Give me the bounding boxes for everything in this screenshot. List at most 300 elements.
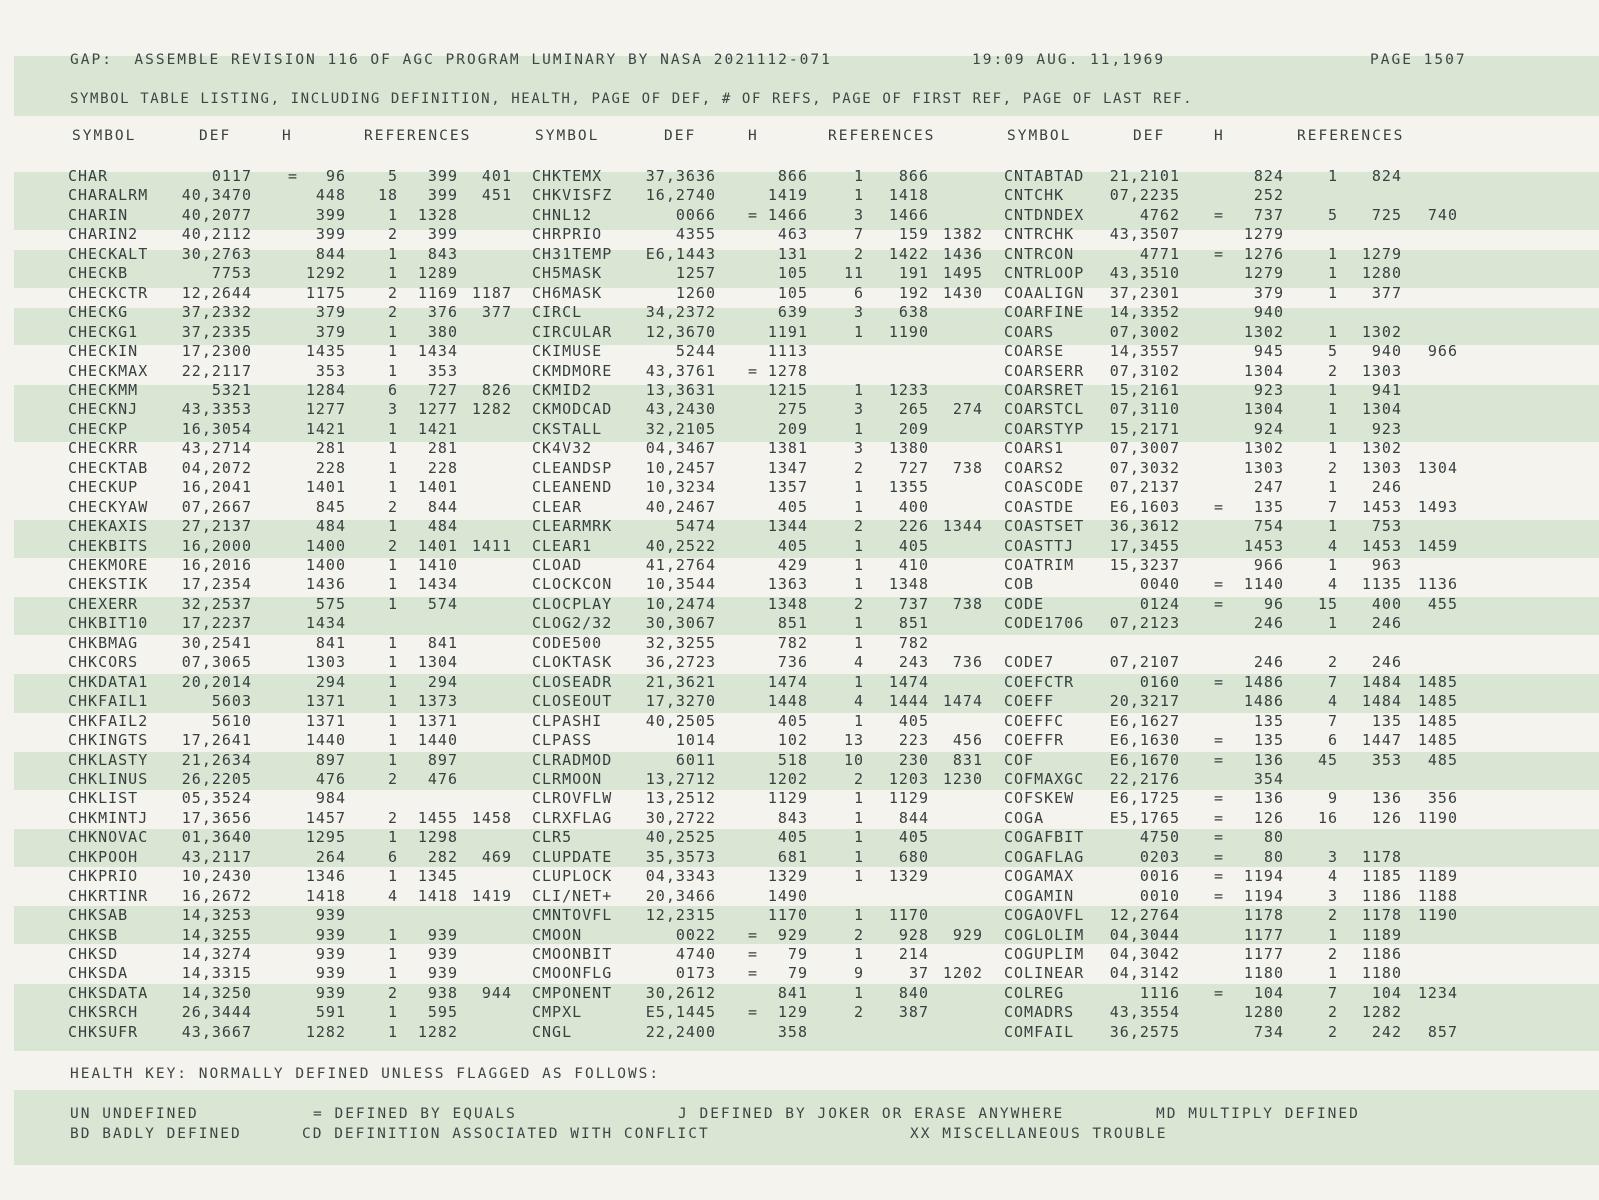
cell-symbol: CHKSB	[68, 925, 119, 944]
cell-ref-count: 4	[853, 692, 864, 711]
cell-first-ref: 405	[898, 711, 929, 730]
cell-symbol: CNGL	[532, 1022, 573, 1041]
cell-symbol: CLI/NET+	[532, 886, 613, 905]
cell-symbol: COF	[1004, 750, 1035, 769]
cell-symbol: CLOG2/32	[532, 614, 613, 633]
cell-symbol: CHAR	[68, 167, 109, 185]
cell-ref-count: 1	[1327, 380, 1338, 399]
cell-first-ref: 126	[1371, 808, 1402, 827]
cell-def-page: 1457	[305, 808, 346, 827]
cell-def: 15,2171	[1109, 419, 1180, 438]
column-header-symbol: SYMBOL	[72, 128, 137, 144]
cell-ref-count: 2	[853, 925, 864, 944]
cell-first-ref: 1422	[888, 244, 929, 263]
cell-def-page: 1177	[1243, 925, 1284, 944]
cell-def-page: 405	[777, 497, 808, 516]
cell-ref-count: 9	[1327, 789, 1338, 808]
cell-first-ref: 1303	[1361, 458, 1402, 477]
cell-def-page: 105	[777, 283, 808, 302]
cell-first-ref: 1189	[1361, 925, 1402, 944]
cell-def: 16,2672	[181, 886, 252, 905]
cell-def: 20,2014	[181, 672, 252, 691]
cell-last-ref: 485	[1427, 750, 1458, 769]
cell-def: 40,2467	[645, 497, 716, 516]
cell-ref-count: 1	[387, 594, 398, 613]
cell-def: 12,2644	[181, 283, 252, 302]
cell-ref-count: 1	[853, 322, 864, 341]
cell-def: 4355	[675, 225, 716, 244]
cell-def: 17,2641	[181, 731, 252, 750]
cell-def: 4771	[1139, 244, 1180, 263]
cell-def: 1116	[1139, 983, 1180, 1002]
cell-def-page: 1177	[1243, 945, 1284, 963]
cell-def: 17,2237	[181, 614, 252, 633]
cell-first-ref: 476	[427, 769, 458, 788]
cell-symbol: CHECKNJ	[68, 400, 139, 419]
cell-ref-count: 2	[387, 497, 398, 516]
cell-ref-count: 1	[387, 342, 398, 361]
cell-ref-count: 1	[1327, 439, 1338, 458]
cell-def-page: 1180	[1243, 964, 1284, 983]
cell-symbol: CNTABTAD	[1004, 167, 1085, 185]
cell-first-ref: 281	[427, 439, 458, 458]
cell-def: 07,3110	[1109, 400, 1180, 419]
health-key-equals: = DEFINED BY EQUALS	[313, 1106, 517, 1122]
cell-def-page: 1486	[1243, 672, 1284, 691]
cell-def: 40,2522	[645, 536, 716, 555]
cell-def-page: 1129	[767, 789, 808, 808]
cell-first-ref: 243	[898, 653, 929, 672]
cell-symbol: CHEKAXIS	[68, 517, 149, 536]
cell-def: 13,2512	[645, 789, 716, 808]
cell-def: 1014	[675, 731, 716, 750]
cell-symbol: CLROVFLW	[532, 789, 613, 808]
cell-def-page: 939	[315, 945, 346, 963]
cell-ref-count: 1	[387, 264, 398, 283]
cell-ref-count: 7	[1327, 983, 1338, 1002]
cell-ref-count: 1	[1327, 478, 1338, 497]
cell-def: E6,1725	[1109, 789, 1180, 808]
cell-symbol: CLEAR1	[532, 536, 593, 555]
cell-first-ref: 753	[1371, 517, 1402, 536]
cell-def-page: 923	[1253, 380, 1284, 399]
cell-def-page: 1371	[305, 711, 346, 730]
cell-symbol: CMPONENT	[532, 983, 613, 1002]
cell-health: =	[748, 1003, 759, 1022]
cell-def: 07,3065	[181, 653, 252, 672]
cell-def-page: 405	[777, 711, 808, 730]
cell-first-ref: 843	[427, 244, 458, 263]
cell-def: 10,3544	[645, 575, 716, 594]
cell-ref-count: 3	[1327, 847, 1338, 866]
cell-first-ref: 377	[1371, 283, 1402, 302]
cell-def-page: 131	[777, 244, 808, 263]
cell-first-ref: 923	[1371, 419, 1402, 438]
cell-first-ref: 725	[1371, 205, 1402, 224]
cell-last-ref: 1136	[1417, 575, 1458, 594]
cell-def: 13,2712	[645, 769, 716, 788]
cell-symbol: CLUPLOCK	[532, 867, 613, 886]
cell-def-page: 1178	[1243, 906, 1284, 925]
column-header-refs: REFERENCES	[1297, 128, 1405, 144]
cell-def: 43,2117	[181, 847, 252, 866]
cell-ref-count: 10	[843, 750, 864, 769]
cell-def-page: 639	[777, 303, 808, 322]
column-header-h: H	[282, 128, 293, 144]
cell-def-page: 1175	[305, 283, 346, 302]
cell-ref-count: 1	[853, 575, 864, 594]
cell-ref-count: 2	[1327, 1003, 1338, 1022]
cell-first-ref: 1421	[417, 419, 458, 438]
cell-ref-count: 7	[853, 225, 864, 244]
cell-def: E6,1443	[645, 244, 716, 263]
cell-def: 01,3640	[181, 828, 252, 847]
cell-def: E5,1765	[1109, 808, 1180, 827]
cell-last-ref: 377	[481, 303, 512, 322]
cell-last-ref: 929	[952, 925, 983, 944]
cell-symbol: CLEANEND	[532, 478, 613, 497]
cell-def-page: 1419	[767, 186, 808, 205]
cell-symbol: COEFCTR	[1004, 672, 1075, 691]
cell-def-page: 1363	[767, 575, 808, 594]
cell-ref-count: 1	[1327, 925, 1338, 944]
cell-ref-count: 7	[1327, 672, 1338, 691]
cell-symbol: CHEKMORE	[68, 556, 149, 574]
cell-first-ref: 840	[898, 983, 929, 1002]
cell-ref-count: 1	[853, 711, 864, 730]
cell-first-ref: 1345	[417, 867, 458, 886]
cell-last-ref: 401	[481, 167, 512, 185]
cell-def-page: 80	[1263, 828, 1284, 847]
cell-def-page: 1381	[767, 439, 808, 458]
cell-def-page: 897	[315, 750, 346, 769]
cell-ref-count: 1	[387, 633, 398, 652]
cell-def: 0016	[1139, 867, 1180, 886]
column-header-def: DEF	[1133, 128, 1166, 144]
cell-last-ref: 1430	[942, 283, 983, 302]
cell-first-ref: 844	[427, 497, 458, 516]
cell-symbol: CHKLINUS	[68, 769, 149, 788]
column-header-refs: REFERENCES	[364, 128, 472, 144]
cell-symbol: COGAFBIT	[1004, 828, 1085, 847]
header-time: 19:09 AUG. 11,1969	[972, 52, 1166, 68]
cell-def: 17,3270	[645, 692, 716, 711]
cell-symbol: COEFF	[1004, 692, 1055, 711]
cell-symbol: CKMODCAD	[532, 400, 613, 419]
cell-def: 16,2000	[181, 536, 252, 555]
cell-symbol: COARSRET	[1004, 380, 1085, 399]
cell-def: 6011	[675, 750, 716, 769]
cell-def: 14,3255	[181, 925, 252, 944]
cell-first-ref: 242	[1371, 1022, 1402, 1041]
cell-ref-count: 2	[853, 769, 864, 788]
cell-def-page: 1329	[767, 867, 808, 886]
cell-def-page: 851	[777, 614, 808, 633]
cell-symbol: COATRIM	[1004, 556, 1075, 574]
cell-first-ref: 209	[898, 419, 929, 438]
cell-symbol: CHEXERR	[68, 594, 139, 613]
cell-ref-count: 1	[387, 867, 398, 886]
cell-def-page: 939	[315, 925, 346, 944]
cell-def: 1257	[675, 264, 716, 283]
cell-first-ref: 1203	[888, 769, 929, 788]
cell-ref-count: 2	[853, 244, 864, 263]
cell-first-ref: 380	[427, 322, 458, 341]
cell-def-page: 105	[777, 264, 808, 283]
cell-symbol: CLOCPLAY	[532, 594, 613, 613]
cell-def: 27,2137	[181, 517, 252, 536]
cell-first-ref: 399	[427, 167, 458, 185]
cell-first-ref: 228	[427, 458, 458, 477]
cell-def-page: 1453	[1243, 536, 1284, 555]
cell-ref-count: 2	[387, 283, 398, 302]
cell-first-ref: 928	[898, 925, 929, 944]
cell-def-page: 1191	[767, 322, 808, 341]
cell-ref-count: 2	[1327, 653, 1338, 672]
cell-first-ref: 1401	[417, 536, 458, 555]
cell-ref-count: 1	[1327, 244, 1338, 263]
cell-symbol: CLOCKCON	[532, 575, 613, 594]
cell-def: 0124	[1139, 594, 1180, 613]
cell-symbol: CHKSAB	[68, 906, 129, 925]
health-key-title: HEALTH KEY: NORMALLY DEFINED UNLESS FLAGGED AS FOLLOWS:	[70, 1066, 661, 1082]
cell-symbol: CMOONBIT	[532, 945, 613, 963]
cell-def-page: 379	[1253, 283, 1284, 302]
cell-health: =	[288, 167, 299, 185]
cell-def: 7753	[211, 264, 252, 283]
cell-symbol: CHKLIST	[68, 789, 139, 808]
cell-ref-count: 1	[853, 983, 864, 1002]
cell-ref-count: 1	[387, 731, 398, 750]
cell-def-page: 354	[1253, 769, 1284, 788]
cell-symbol: CLRADMOD	[532, 750, 613, 769]
health-key-bd: BD BADLY DEFINED	[70, 1126, 242, 1142]
cell-def-page: 518	[777, 750, 808, 769]
cell-def: 20,3466	[645, 886, 716, 905]
cell-def: 36,2723	[645, 653, 716, 672]
cell-def: 05,3524	[181, 789, 252, 808]
cell-first-ref: 353	[1371, 750, 1402, 769]
cell-symbol: COLINEAR	[1004, 964, 1085, 983]
column-header-refs: REFERENCES	[828, 128, 936, 144]
cell-def: E5,1445	[645, 1003, 716, 1022]
cell-symbol: CMOONFLG	[532, 964, 613, 983]
cell-symbol: CLEAR	[532, 497, 583, 516]
cell-first-ref: 1371	[417, 711, 458, 730]
cell-first-ref: 1447	[1361, 731, 1402, 750]
cell-def-page: 405	[777, 828, 808, 847]
cell-symbol: CNTRCON	[1004, 244, 1075, 263]
cell-ref-count: 1	[387, 478, 398, 497]
cell-ref-count: 15	[1317, 594, 1338, 613]
cell-symbol: CHECKCTR	[68, 283, 149, 302]
cell-first-ref: 574	[427, 594, 458, 613]
cell-symbol: CHKSUFR	[68, 1022, 139, 1041]
cell-def: 07,3032	[1109, 458, 1180, 477]
cell-symbol: CHECKB	[68, 264, 129, 283]
cell-def-page: 399	[315, 225, 346, 244]
cell-def-page: 405	[777, 536, 808, 555]
cell-last-ref: 1187	[471, 283, 512, 302]
cell-def-page: 1344	[767, 517, 808, 536]
cell-first-ref: 136	[1371, 789, 1402, 808]
cell-symbol: CHECKIN	[68, 342, 139, 361]
cell-def: 07,3007	[1109, 439, 1180, 458]
cell-health: =	[748, 205, 759, 224]
cell-ref-count: 1	[387, 925, 398, 944]
cell-ref-count: 6	[1327, 731, 1338, 750]
cell-symbol: CLPASHI	[532, 711, 603, 730]
cell-def: E6,1630	[1109, 731, 1180, 750]
cell-def-page: 1280	[1243, 1003, 1284, 1022]
cell-def: 16,2740	[645, 186, 716, 205]
cell-ref-count: 3	[1327, 886, 1338, 905]
cell-def-page: 939	[315, 983, 346, 1002]
cell-ref-count: 5	[387, 167, 398, 185]
cell-def: 5603	[211, 692, 252, 711]
cell-def: 43,3761	[645, 361, 716, 380]
cell-ref-count: 1	[387, 244, 398, 263]
cell-first-ref: 399	[427, 186, 458, 205]
cell-def-page: 484	[315, 517, 346, 536]
cell-def-page: 102	[777, 731, 808, 750]
cell-first-ref: 1180	[1361, 964, 1402, 983]
cell-symbol: COGAMAX	[1004, 867, 1075, 886]
cell-def: 36,2575	[1109, 1022, 1180, 1041]
cell-ref-count: 1	[1327, 264, 1338, 283]
cell-def-page: 136	[1253, 789, 1284, 808]
cell-first-ref: 353	[427, 361, 458, 380]
cell-def: 04,2072	[181, 458, 252, 477]
cell-last-ref: 1419	[471, 886, 512, 905]
cell-last-ref: 1230	[942, 769, 983, 788]
cell-first-ref: 246	[1371, 614, 1402, 633]
column-header-h: H	[1214, 128, 1225, 144]
cell-def-page: 1474	[767, 672, 808, 691]
cell-health: =	[748, 925, 759, 944]
cell-def-page: 1371	[305, 692, 346, 711]
cell-health: =	[1214, 205, 1225, 224]
cell-ref-count: 1	[387, 575, 398, 594]
cell-def-page: 429	[777, 556, 808, 574]
cell-def-page: 399	[315, 205, 346, 224]
cell-last-ref: 1485	[1417, 672, 1458, 691]
cell-symbol: CHKSRCH	[68, 1003, 139, 1022]
cell-health: =	[1214, 244, 1225, 263]
cell-def: 40,2077	[181, 205, 252, 224]
cell-symbol: CHECKALT	[68, 244, 149, 263]
cell-def-page: 1303	[1243, 458, 1284, 477]
cell-first-ref: 1380	[888, 439, 929, 458]
cell-def: 5610	[211, 711, 252, 730]
cell-def: 20,3217	[1109, 692, 1180, 711]
cell-first-ref: 1444	[888, 692, 929, 711]
cell-def-page: 136	[1253, 750, 1284, 769]
cell-symbol: CHECKUP	[68, 478, 139, 497]
cell-ref-count: 1	[387, 1022, 398, 1041]
cell-first-ref: 1455	[417, 808, 458, 827]
cell-def: 26,3444	[181, 1003, 252, 1022]
cell-first-ref: 1484	[1361, 692, 1402, 711]
cell-first-ref: 400	[1371, 594, 1402, 613]
cell-symbol: CLRXFLAG	[532, 808, 613, 827]
cell-def-page: 209	[777, 419, 808, 438]
cell-def: 04,3042	[1109, 945, 1180, 963]
cell-def-page: 1490	[767, 886, 808, 905]
cell-def-page: 939	[315, 964, 346, 983]
cell-def-page: 264	[315, 847, 346, 866]
cell-ref-count: 5	[1327, 342, 1338, 361]
cell-def-page: 1282	[305, 1022, 346, 1041]
cell-def: 0010	[1139, 886, 1180, 905]
cell-ref-count: 1	[387, 361, 398, 380]
cell-symbol: CLRMOON	[532, 769, 603, 788]
cell-def-page: 448	[315, 186, 346, 205]
cell-def-page: 476	[315, 769, 346, 788]
cell-ref-count: 1	[387, 1003, 398, 1022]
cell-def: 10,2474	[645, 594, 716, 613]
cell-last-ref: 1411	[471, 536, 512, 555]
cell-symbol: CHKNOVAC	[68, 828, 149, 847]
cell-def-page: 1113	[767, 342, 808, 361]
cell-def-page: 1279	[1243, 225, 1284, 244]
cell-def-page: 1304	[1243, 400, 1284, 419]
cell-ref-count: 1	[387, 205, 398, 224]
cell-symbol: COARS	[1004, 322, 1055, 341]
cell-last-ref: 1190	[1417, 808, 1458, 827]
cell-def: 21,2634	[181, 750, 252, 769]
cell-def-page: 844	[315, 244, 346, 263]
cell-last-ref: 1304	[1417, 458, 1458, 477]
cell-last-ref: 826	[481, 380, 512, 399]
cell-first-ref: 1289	[417, 264, 458, 283]
cell-def-page: 246	[1253, 653, 1284, 672]
cell-ref-count: 1	[853, 536, 864, 555]
cell-ref-count: 3	[853, 439, 864, 458]
cell-symbol: CIRCULAR	[532, 322, 613, 341]
cell-symbol: CHECKG1	[68, 322, 139, 341]
cell-last-ref: 831	[952, 750, 983, 769]
cell-symbol: CKIMUSE	[532, 342, 603, 361]
cell-ref-count: 11	[843, 264, 864, 283]
cell-symbol: COGLOLIM	[1004, 925, 1085, 944]
cell-def-page: 252	[1253, 186, 1284, 205]
cell-last-ref: 356	[1427, 789, 1458, 808]
cell-ref-count: 1	[853, 906, 864, 925]
cell-first-ref: 1355	[888, 478, 929, 497]
cell-symbol: CHRPRIO	[532, 225, 603, 244]
cell-first-ref: 1434	[417, 575, 458, 594]
cell-symbol: COGAOVFL	[1004, 906, 1085, 925]
cell-ref-count: 1	[387, 711, 398, 730]
cell-symbol: CHECKMM	[68, 380, 139, 399]
cell-symbol: CHKFAIL1	[68, 692, 149, 711]
cell-symbol: CHEKSTIK	[68, 575, 149, 594]
cell-def: 0040	[1139, 575, 1180, 594]
cell-first-ref: 963	[1371, 556, 1402, 574]
cell-first-ref: 841	[427, 633, 458, 652]
cell-def: 30,3067	[645, 614, 716, 633]
cell-first-ref: 246	[1371, 653, 1402, 672]
cell-first-ref: 1170	[888, 906, 929, 925]
cell-def-page: 104	[1253, 983, 1284, 1002]
header-page: PAGE 1507	[1370, 52, 1467, 68]
cell-def-page: 275	[777, 400, 808, 419]
cell-ref-count: 1	[387, 653, 398, 672]
cell-symbol: CK4V32	[532, 439, 593, 458]
cell-def: 4740	[675, 945, 716, 963]
cell-first-ref: 1280	[1361, 264, 1402, 283]
